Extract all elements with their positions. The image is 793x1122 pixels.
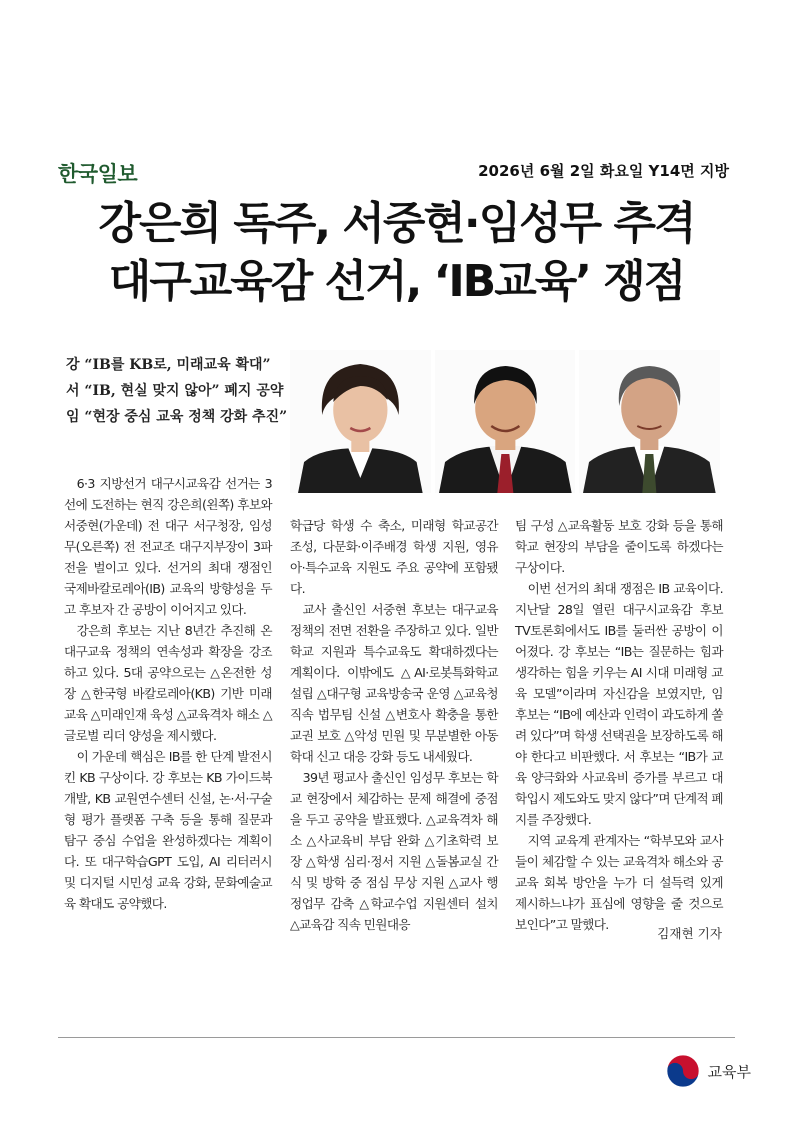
subhead-3: 임 “현장 중심 교육 정책 강화 추진”	[66, 409, 288, 425]
paragraph: 지역 교육계 관계자는 “학부모와 교사들이 체감할 수 있는 교육격차 해소와 공교육 회복 방안을 누가 더 설득력 있게 제시하느냐가 표심에 영향을 줄 것으로 보인다”고 말했다.	[515, 833, 723, 932]
paragraph: 이번 선거의 최대 쟁점은 IB 교육이다. 지난달 28일 열린 대구시교육감 후보 TV토론회에서도 IB를 둘러싼 공방이 이어졌다. 강 후보는 “IB는 질문하는 힘과 생각하는 힘을 키우는 AI 시대 미래형 교육 모델”이라며 자신감을 보였지만, 임 후보는 “IB에 예산과 인력이 과도하게 쏠려 있다”며 학생 선택권을 보장하도록 해야 한다고 비판했다. 서 후보는 “IB가 교육 양극화와 사교육비 증가를 부르고 대학입시 제도와도 맞지 않다”며 단계적 폐지를 주장했다.	[515, 581, 723, 827]
headline-line-2: 대구교육감 선거, ‘IB교육’ 쟁점	[108, 256, 685, 307]
article-column-3	[515, 515, 723, 935]
paragraph: 6·3 지방선거 대구시교육감 선거는 3선에 도전하는 현직 강은희(왼쪽) 후보와 서중현(가운데) 전 대구 서구청장, 임성무(오른쪽) 전 전교조 대구지부장이 3파전을 벌이고 있다. 선거의 최대 쟁점인 국제바칼로레아(IB) 교육의 방향성을 두고 후보자 간 공방이 이어지고 있다.	[64, 476, 272, 617]
man-portrait-icon	[435, 350, 576, 493]
paragraph: 팀 구성 △교육활동 보호 강화 등을 통해 학교 현장의 부담을 줄이도록 하겠다는 구상이다.	[515, 518, 723, 575]
subheads	[66, 352, 287, 430]
byline: 김재현 기자	[657, 926, 722, 941]
paragraph: 교사 출신인 서중현 후보는 대구교육 정책의 전면 전환을 주장하고 있다. 일반 학교 지원과 특수교육도 확대하겠다는 계획이다. 이밖에도 △AI·로봇특화학교 설립 △대구형 교육방송국 운영 △교육청 직속 법무팀 신설 △변호사 확충을 통한 교권 보호 △악성 민원 및 무분별한 아동학대 신고 대응 강화 등도 내세웠다.	[290, 602, 498, 764]
paragraph: 39년 평교사 출신인 임성무 후보는 학교 현장에서 체감하는 문제 해결에 중점을 두고 공약을 발표했다. △교육격차 해소 △사교육비 부담 완화 △기초학력 보장 △학생 심리·정서 지원 △돌봄교실 간식 및 방학 중 점심 무상 지원 △교사 행정업무 감축 △학교수업 지원센터 설치 △교육감 직속 민원대응	[290, 770, 498, 932]
paragraph: 학급당 학생 수 축소, 미래형 학교공간 조성, 다문화·이주배경 학생 지원, 영유아·특수교육 지원도 주요 공약에 포함됐다.	[290, 518, 498, 596]
paragraph: 강은희 후보는 지난 8년간 추진해 온 대구교육 정책의 연속성과 확장을 강조하고 있다. 5대 공약으로는 △온전한 성장 △한국형 바칼로레아(KB) 기반 미래교육 △미래인재 육성 △교육격차 해소 △글로벌 리더 양성을 제시했다.	[64, 623, 272, 743]
subhead-2: 서 “IB, 현실 맞지 않아” 폐지 공약	[66, 383, 284, 399]
headline	[40, 195, 753, 311]
paragraph: 이 가운데 핵심은 IB를 한 단계 발전시킨 KB 구상이다. 강 후보는 KB 가이드북 개발, KB 교원연수센터 신설, 논·서·구술형 평가 플랫폼 구축 등을 통해 질문과 탐구 중심 수업을 완성하겠다는 계획이다. 또 대구학습GPT 도입, AI 리터러시 및 디지털 시민성 교육 강화, 문화예술교육 확대도 공약했다.	[64, 749, 272, 911]
ministry-name: 교육부	[707, 1062, 751, 1081]
ministry-logo	[664, 1052, 751, 1090]
article-column-1	[64, 473, 272, 914]
photo-right	[579, 350, 720, 493]
candidate-photos	[290, 350, 720, 493]
photo-center	[435, 350, 576, 493]
headline-line-1: 강은희 독주, 서중현·임성무 추격	[98, 198, 695, 249]
taegeuk-icon	[664, 1052, 702, 1090]
photo-left	[290, 350, 431, 493]
dateline: 2026년 6월 2일 화요일 Y14면 지방	[478, 162, 729, 180]
woman-portrait-icon	[290, 350, 431, 493]
newspaper-masthead: 한국일보	[58, 162, 138, 186]
subhead-1: 강 “IB를 KB로, 미래교육 확대”	[66, 357, 271, 373]
man-portrait-icon	[579, 350, 720, 493]
footer-divider	[58, 1037, 735, 1038]
article-column-2	[290, 515, 498, 935]
